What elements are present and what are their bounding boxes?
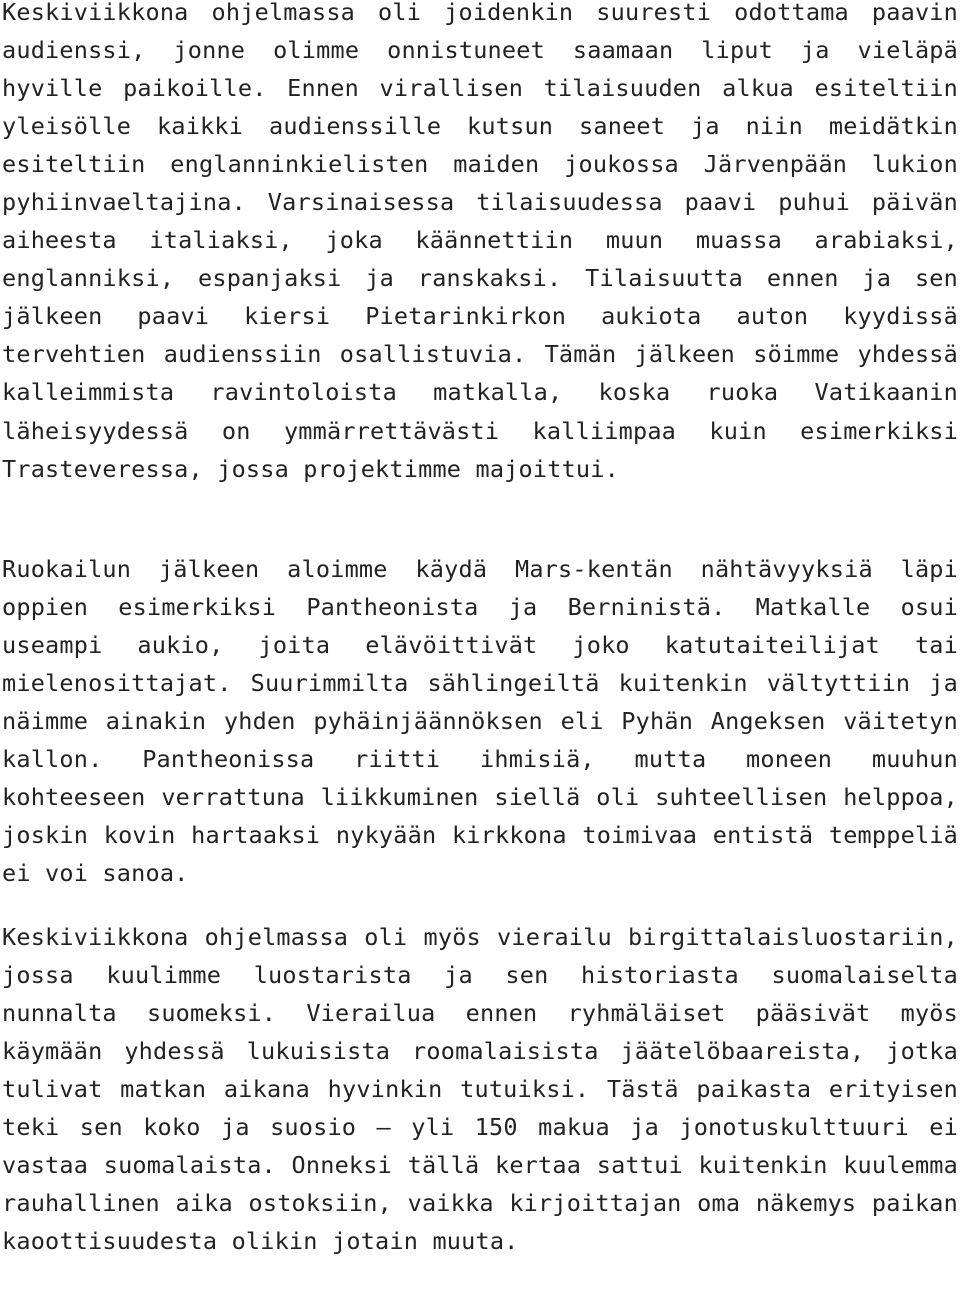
- paragraph-bridgettine-convent: Keskiviikkona ohjelmassa oli myös vierailu birgittalaisluostariin, jossa kuulimme luostarista ja sen historiasta suomalaiselta nunnalta suomeksi. Vierailua ennen ryhmäläiset pääsivät myös käymään yhdessä lukuisista roomalaisista jäätelöbaareista, jotka tulivat matkan aikana hyvinkin tutuiksi. Tästä paikasta erityisen teki sen koko ja suosio – yli 150 makua ja jonotuskulttuuri ei vastaa suomalaista. Onneksi tällä kertaa sattui kuitenkin kuulemma rauhallinen aika ostoksiin, vaikka kirjoittajan oma näkemys paikan kaoottisuudesta olikin jotain muuta.: [2, 923, 958, 1256]
- paragraph-papal-audience: Keskiviikkona ohjelmassa oli joidenkin suuresti odottama paavin audienssi, jonne olimme onnistuneet saamaan liput ja vieläpä hyville paikoille. Ennen virallisen tilaisuuden alkua esiteltiin yleisölle kaikki audienssille kutsun saneet ja niin meidätkin esiteltiin englanninkielisten maiden joukossa Järvenpään lukion pyhiinvaeltajina. Varsinaisessa tilaisuudessa paavi puhui päivän aiheesta italiaksi, joka käännettiin muun muassa arabiaksi, englanniksi, espanjaksi ja ranskaksi. Tilaisuutta ennen ja sen jälkeen paavi kiersi Pietarinkirkon aukiota auton kyydissä tervehtien audienssiin osallistuvia. Tämän jälkeen söimme yhdessä kalleimmista ravintoloista matkalla, koska ruoka Vatikaanin läheisyydessä on ymmärrettävästi kalliimpaa kuin esimerkiksi Trasteveressa, jossa projektimme majoittui.: [2, 0, 958, 483]
- paragraph-campus-martius: Ruokailun jälkeen aloimme käydä Mars-kentän nähtävyyksiä läpi oppien esimerkiksi Pantheonista ja Berninistä. Matkalle osui useampi aukio, joita elävöittivät joko katutaiteilijat tai mielenosittajat. Suurimmilta sählingeiltä kuitenkin vältyttiin ja näimme ainakin yhden pyhäinjäännöksen eli Pyhän Angeksen väitetyn kallon. Pantheonissa riitti ihmisiä, mutta moneen muuhun kohteeseen verrattuna liikkuminen siellä oli suhteellisen helppoa, joskin kovin hartaaksi nykyään kirkkona toimivaa entistä temppeliä ei voi sanoa.: [2, 555, 958, 888]
